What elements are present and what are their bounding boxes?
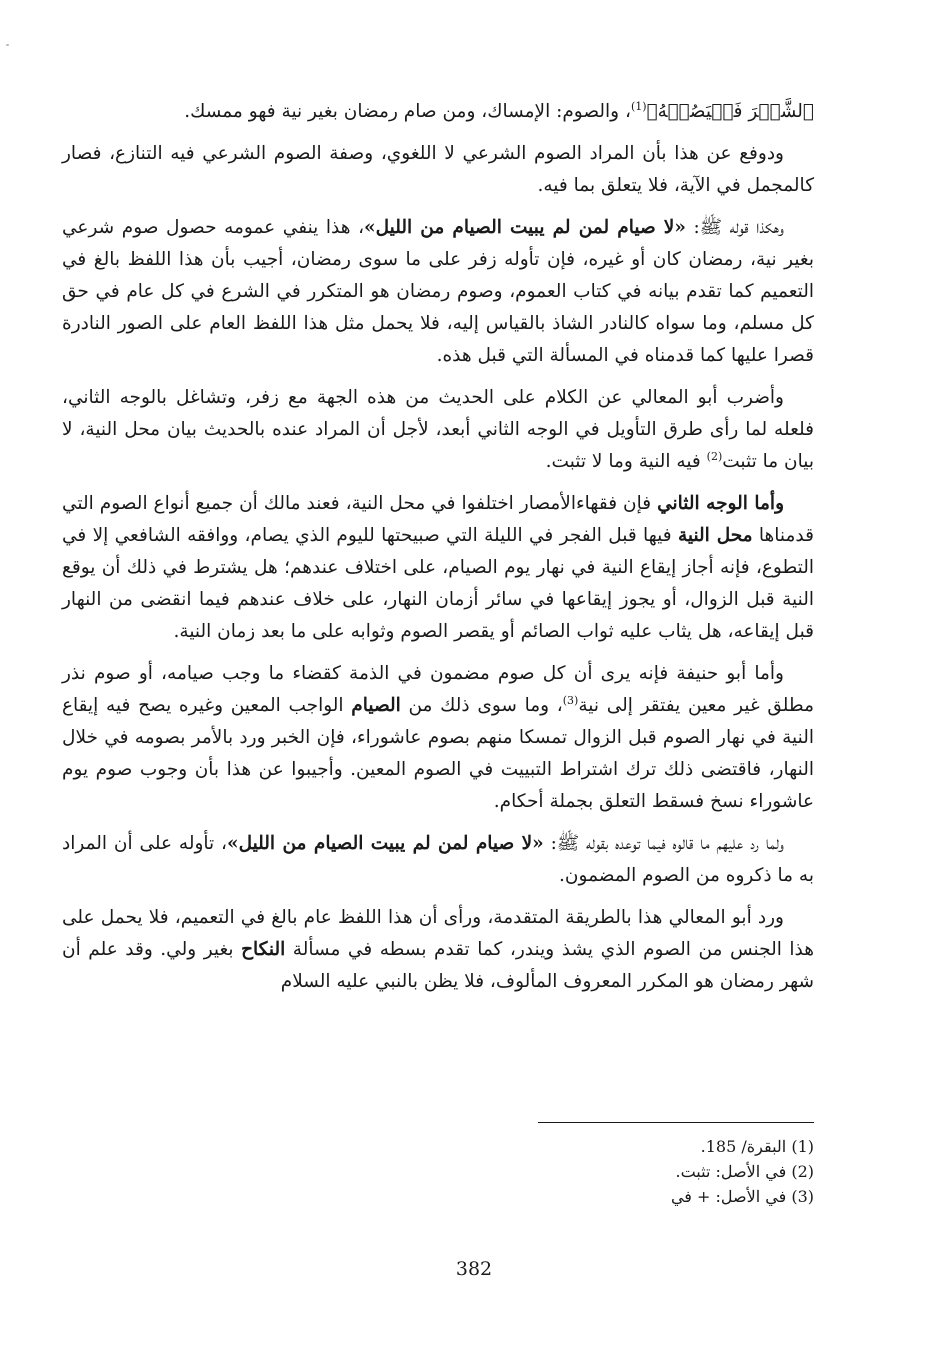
text-run: ، تأوله على أن المراد به ما ذكروه من الصوم المضمون. [62, 833, 814, 886]
text-run: بغير ولي. وقد علم أن شهر رمضان هو المكرر المعروف المألوف، فلا يظن بالنبي عليه السلام [62, 939, 814, 992]
paragraph-4 [62, 382, 814, 478]
text-run: وهكذا قوله ﷺ: [685, 217, 784, 238]
bold-run: وأما الوجه الثاني [657, 493, 785, 514]
text-run: فيها قبل الفجر في الليلة التي صبيحتها لليوم الذي يصام، ووافقه الشافعي إلا في التطوع، فإنه أجاز إيقاع النية في نهار يوم الصيام، على اختلاف عندهم؛ هل يشترط في ذلك أن يوقع النية قبل الزوال، أو يجوز إيقاعها في سائر أزمان النهار، على خلاف عندهم فيما انقضى من النهار قبل إيقاعه، هل يثاب عليه ثواب الصائم أو يقصر الصوم وثوابه على ما بعد زمان النية. [62, 525, 814, 642]
footnote-2: (2) في الأصل: تثبت. [675, 1162, 814, 1181]
bold-run: محل النية [677, 525, 753, 546]
text-run: ، هذا ينفي عمومه حصول صوم شرعي بغير نية، رمضان كان أو غيره، فإن تأوله زفر على ما سوى رمضان، أجيب بأن هذا اللفظ بالغ في التعميم كما تقدم بيانه في كتاب العموم، وصوم رمضان هو المتكرر في الشرع في كل عام في حق كل مسلم، وما سواه كالنادر الشاذ بالقياس إليه، فلا يحمل مثل هذا اللفظ العام على الصور النادرة قصرا عليها كما قدمناه في المسألة التي قبل هذه. [62, 217, 814, 366]
scan-speck [6, 44, 9, 46]
page-number: 382 [455, 1258, 493, 1280]
footnote-ref: (3) [562, 693, 579, 707]
text-run: فيه النية وما لا تثبت. [545, 451, 707, 472]
footnote-separator [538, 1122, 814, 1123]
text-run: ولما رد عليهم ما قالوه فيما توعده بقوله ﷺ: [543, 833, 785, 854]
paragraph-8 [62, 902, 814, 998]
main-text [62, 96, 814, 1008]
text-run: فإن فقهاءالأمصار اختلفوا في محل النية، فعند مالك أن جميع أنواع الصوم التي قدمناها [62, 493, 814, 546]
paragraph-5 [62, 488, 814, 648]
paragraph-7 [62, 828, 814, 892]
footnotes [62, 1134, 814, 1209]
text-run: ٱلشَّهۡرَ فَلۡيَصُمۡهُ﴾ [646, 101, 814, 122]
paragraph-3 [62, 212, 814, 372]
text-run: الواجب المعين وغيره يصح فيه إيقاع النية في نهار الصوم قبل الزوال تمسكا منهم بصوم عاشوراء، فإن الخبر ورد بالأمر بصومه في خلال النهار، فاقتضى ذلك ترك اشتراط التبييت في الصوم المعين. وأجيبوا عن هذا بأن وجوب صوم يوم عاشوراء نسخ فسقط التعلق بجملة أحكام. [62, 695, 814, 812]
footnote-ref: (2) [706, 449, 723, 463]
text-run: وأضرب أبو المعالي عن الكلام على الحديث من هذه الجهة مع زفر، وتشاغل بالوجه الثاني، فلعله لما رأى طرق التأويل في الوجه الثاني أبعد، لأجل أن المراد عنده بالحديث بيان محل النية، لا بيان ما تثبت [62, 387, 814, 472]
bold-run: «لا صيام لمن لم يبيت الصيام من الليل» [227, 833, 544, 854]
text-run: ورد أبو المعالي هذا بالطريقة المتقدمة، ورأى أن هذا اللفظ عام بالغ في التعميم، فلا يحمل على هذا الجنس من الصوم الذي يشذ ويندر، كما تقدم بسطه في مسألة [62, 907, 815, 960]
paragraph-1 [62, 96, 814, 128]
paragraph-6 [62, 658, 814, 818]
text-run: ودوفع عن هذا بأن المراد الصوم الشرعي لا اللغوي، وصفة الصوم الشرعي فيه التنازع، فصار كالمجمل في الآية، فلا يتعلق بما فيه. [62, 143, 814, 196]
text-run: ، وما سوى ذلك من [400, 695, 563, 716]
text-run: وأما أبو حنيفة فإنه يرى أن كل صوم مضمون في الذمة كقضاء ما وجب صيامه، أو صوم نذر مطلق غير معين يفتقر إلى نية [62, 663, 814, 716]
footnote-ref: (1) [630, 99, 647, 113]
text-run: ، والصوم: الإمساك، ومن صام رمضان بغير نية فهو ممسك. [184, 101, 631, 122]
footnote-3: (3) في الأصل: + في [670, 1187, 814, 1206]
bold-run: النكاح [241, 939, 286, 960]
footnote-1: (1) البقرة/ 185. [700, 1137, 814, 1156]
bold-run: الصيام [351, 695, 401, 716]
paragraph-2 [62, 138, 814, 202]
bold-run: «لا صيام لمن لم يبيت الصيام من الليل» [364, 217, 686, 238]
